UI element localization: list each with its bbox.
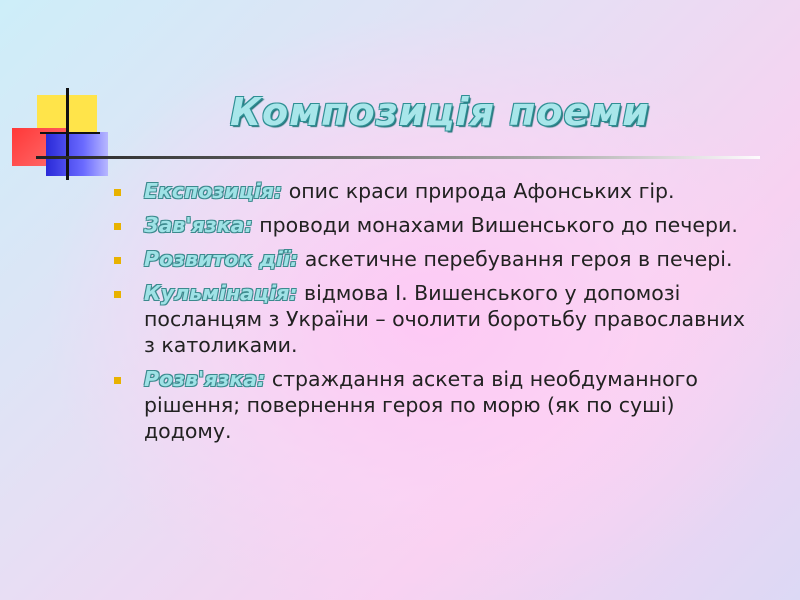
item-text: проводи монахами Вишенського до печери.: [252, 213, 738, 237]
bullet-list: [112, 178, 762, 452]
item-term: Розвиток дії:: [144, 247, 299, 271]
title-underline-divider: [36, 156, 760, 159]
bullet-icon: [114, 257, 121, 264]
item-text: страждання аскета від необдуманного рішення; повернення героя по морю (як по суші) додому.: [144, 367, 698, 443]
logo-vertical-line: [66, 88, 69, 180]
bullet-icon: [114, 377, 121, 384]
item-term: Кульмінація:: [144, 281, 298, 305]
list-item-setup: [112, 212, 762, 238]
list-item-resolution: [112, 366, 762, 444]
item-term: Експозиція:: [144, 179, 283, 203]
blue-square: [46, 132, 108, 176]
list-item-exposition: [112, 178, 762, 204]
bullet-icon: [114, 291, 121, 298]
item-text: опис краси природа Афонських гір.: [282, 179, 675, 203]
item-term: Зав'язка:: [144, 213, 253, 237]
item-text: аскетичне перебування героя в печері.: [298, 247, 733, 271]
decorative-squares-logo: [0, 0, 120, 190]
item-text: відмова І. Вишенського у допомозі посланцям з України – очолити боротьбу православних з католиками.: [144, 281, 746, 357]
bullet-icon: [114, 189, 121, 196]
logo-horizontal-line: [40, 132, 100, 134]
list-item-development: [112, 246, 762, 272]
item-term: Розв'язка:: [144, 367, 266, 391]
list-item-climax: [112, 280, 762, 358]
bullet-icon: [114, 223, 121, 230]
slide-title: Композиція поеми: [230, 90, 650, 134]
